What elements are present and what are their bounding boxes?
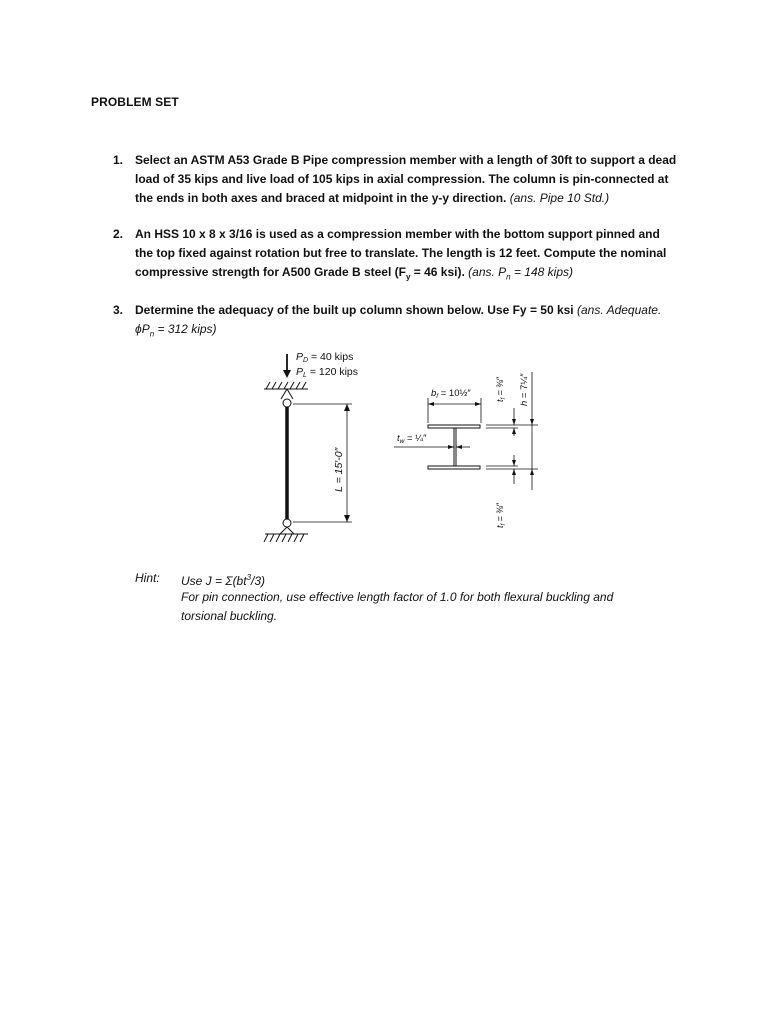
bf-label: $b_f$ = 10½″ — [431, 388, 471, 400]
bottom-pin — [283, 519, 291, 527]
problem-number: 1. — [113, 153, 124, 167]
tf-bottom-label: $t_f$ = ⅜″ — [495, 502, 507, 528]
problem-text: Select an ASTM A53 Grade B Pipe compression member with a length of 30ft to support a dead load of 35 kips and live load of 105 kips in axial compression. The column is pin-connected at the ends in both axes and braced at midpoint in the y-y direction. (ans. Pipe 10 Std.) — [135, 153, 677, 205]
problem-number: 2. — [113, 227, 124, 241]
pd-label: PD = 40 kips — [296, 351, 354, 364]
page-title: PROBLEM SET — [91, 95, 179, 109]
arrow-head — [283, 370, 291, 378]
answer: (ans. Adequate. $\phi P_n = 312$ kips) — [135, 303, 662, 339]
answer: (ans. $P_n = 148$ kips) — [468, 264, 573, 281]
hint-formula: Use $J = \Sigma(bt^3/3)$ — [181, 573, 266, 588]
pl-label: PL = 120 kips — [296, 366, 358, 379]
hint-label: Hint: — [135, 571, 160, 585]
tf-top-label: $t_f$ = ⅜″ — [495, 376, 507, 402]
tw-label: $t_w$ = ¼″ — [397, 433, 427, 445]
top-hatch — [266, 382, 306, 389]
top-pin — [283, 399, 291, 407]
problem-number: 3. — [113, 303, 124, 317]
hint-line-2: For pin connection, use effective length factor of 1.0 for both flexural buckling and — [181, 590, 614, 604]
answer: (ans. Pipe 10 Std.) — [509, 190, 610, 205]
top-flange — [428, 425, 480, 428]
bottom-flange — [428, 466, 480, 469]
problem-text: Determine the adequacy of the built up column shown below. Use Fy = 50 ksi (ans. Adequate. $\phi P_n = 312$ kips) — [135, 303, 662, 339]
problem-text: An HSS 10 x 8 x 3/16 is used as a compression member with the bottom support pinned and the top fixed against rotation but free to translate. The length is 12 feet. Compute the nominal compressive strength for A500 Grade B steel ($F_y = 46$ ksi). (ans. $P_n = 148$ kips) — [135, 227, 667, 281]
length-label: L = 15′-0″ — [333, 447, 345, 492]
hint-line-3: torsional buckling. — [181, 609, 278, 623]
bottom-hatch — [264, 534, 304, 542]
h-label: h = 7¼″ — [519, 373, 530, 406]
